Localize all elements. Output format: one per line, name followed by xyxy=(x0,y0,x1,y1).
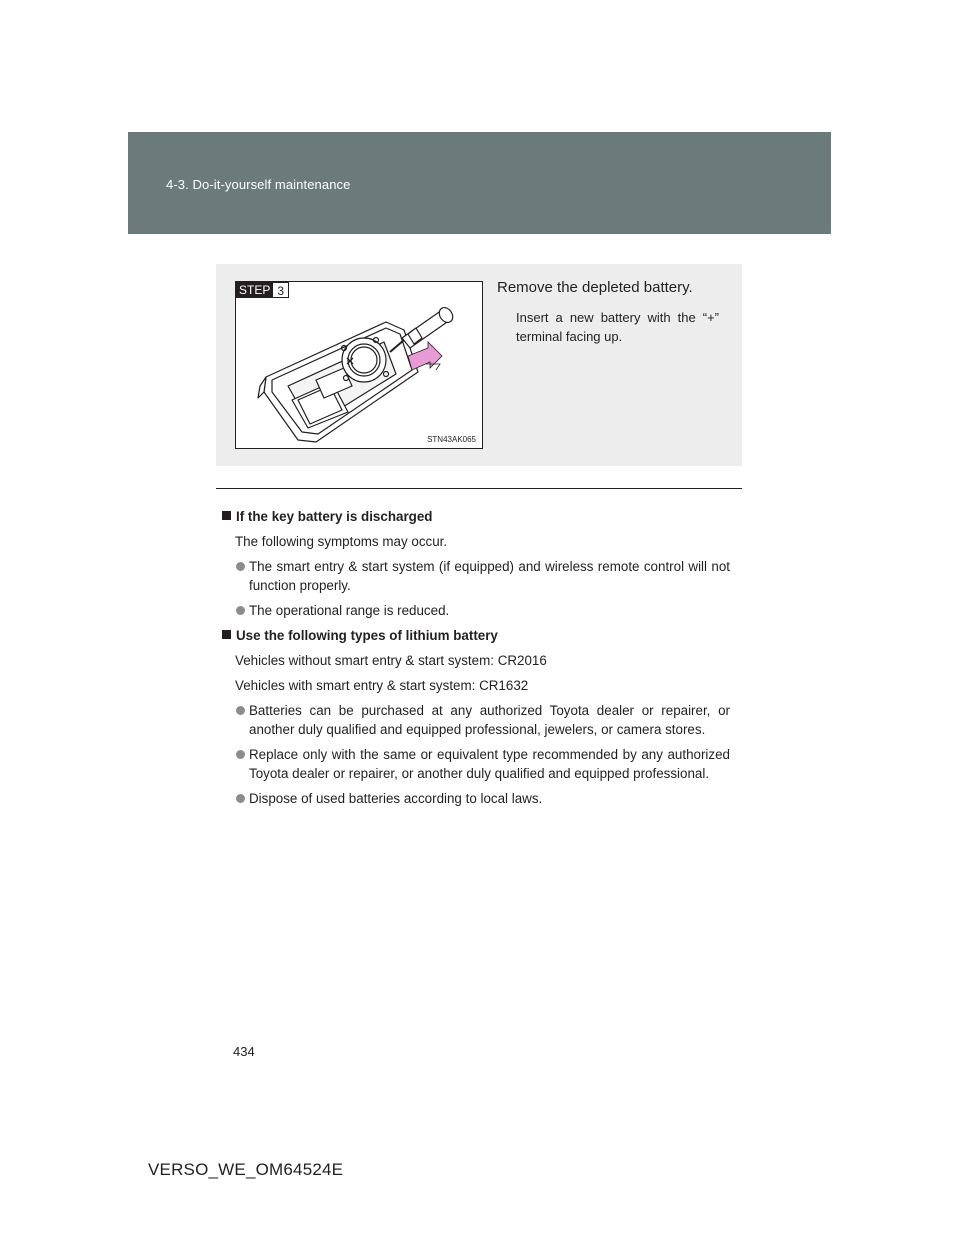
square-bullet-icon xyxy=(222,511,231,520)
step-instruction: Remove the depleted battery. xyxy=(497,279,693,296)
page-number: 434 xyxy=(233,1044,255,1059)
step-word: STEP xyxy=(236,282,273,298)
note-heading xyxy=(220,626,730,645)
list-item xyxy=(220,601,730,620)
notes-section xyxy=(220,507,730,814)
note-heading-text: Use the following types of lithium battery xyxy=(236,628,498,643)
list-item-text: Batteries can be purchased at any authorized Toyota dealer or repairer, or another duly qualified and equipped professional, jewelers, or camera stores. xyxy=(249,703,730,737)
step-subinstruction: Insert a new battery with the “+” terminal facing up. xyxy=(516,310,719,344)
list-item-text: The operational range is reduced. xyxy=(249,603,450,618)
note-heading-text: If the key battery is discharged xyxy=(236,509,433,524)
list-item-text: Replace only with the same or equivalent type recommended by any authorized Toyota dealer or repairer, or another duly qualified and equipped professional. xyxy=(249,747,730,781)
round-bullet-icon xyxy=(236,606,245,615)
square-bullet-icon xyxy=(222,630,231,639)
round-bullet-icon xyxy=(236,562,245,571)
key-opening-drawing xyxy=(236,282,482,448)
list-item xyxy=(220,701,730,739)
key-battery-illustration xyxy=(235,281,483,449)
list-item xyxy=(220,745,730,783)
note-text: The following symptoms may occur. xyxy=(235,534,448,549)
section-title: 4-3. Do-it-yourself maintenance xyxy=(166,177,351,192)
list-item-text: The smart entry & start system (if equipped) and wireless remote control will not function properly. xyxy=(249,559,730,593)
round-bullet-icon xyxy=(236,794,245,803)
round-bullet-icon xyxy=(236,750,245,759)
list-item xyxy=(220,557,730,595)
round-bullet-icon xyxy=(236,706,245,715)
note-text: Vehicles without smart entry & start system: CR2016 xyxy=(235,653,547,668)
divider xyxy=(216,488,742,489)
figure-code: STN43AK065 xyxy=(427,435,476,444)
list-item xyxy=(220,789,730,808)
note-text: Vehicles with smart entry & start system: CR1632 xyxy=(235,678,529,693)
document-code: VERSO_WE_OM64524E xyxy=(148,1160,344,1179)
step-number: 3 xyxy=(273,282,289,298)
note-heading xyxy=(220,507,730,526)
section-header xyxy=(128,132,831,234)
step-panel xyxy=(216,264,742,466)
list-item-text: Dispose of used batteries according to local laws. xyxy=(249,791,543,806)
